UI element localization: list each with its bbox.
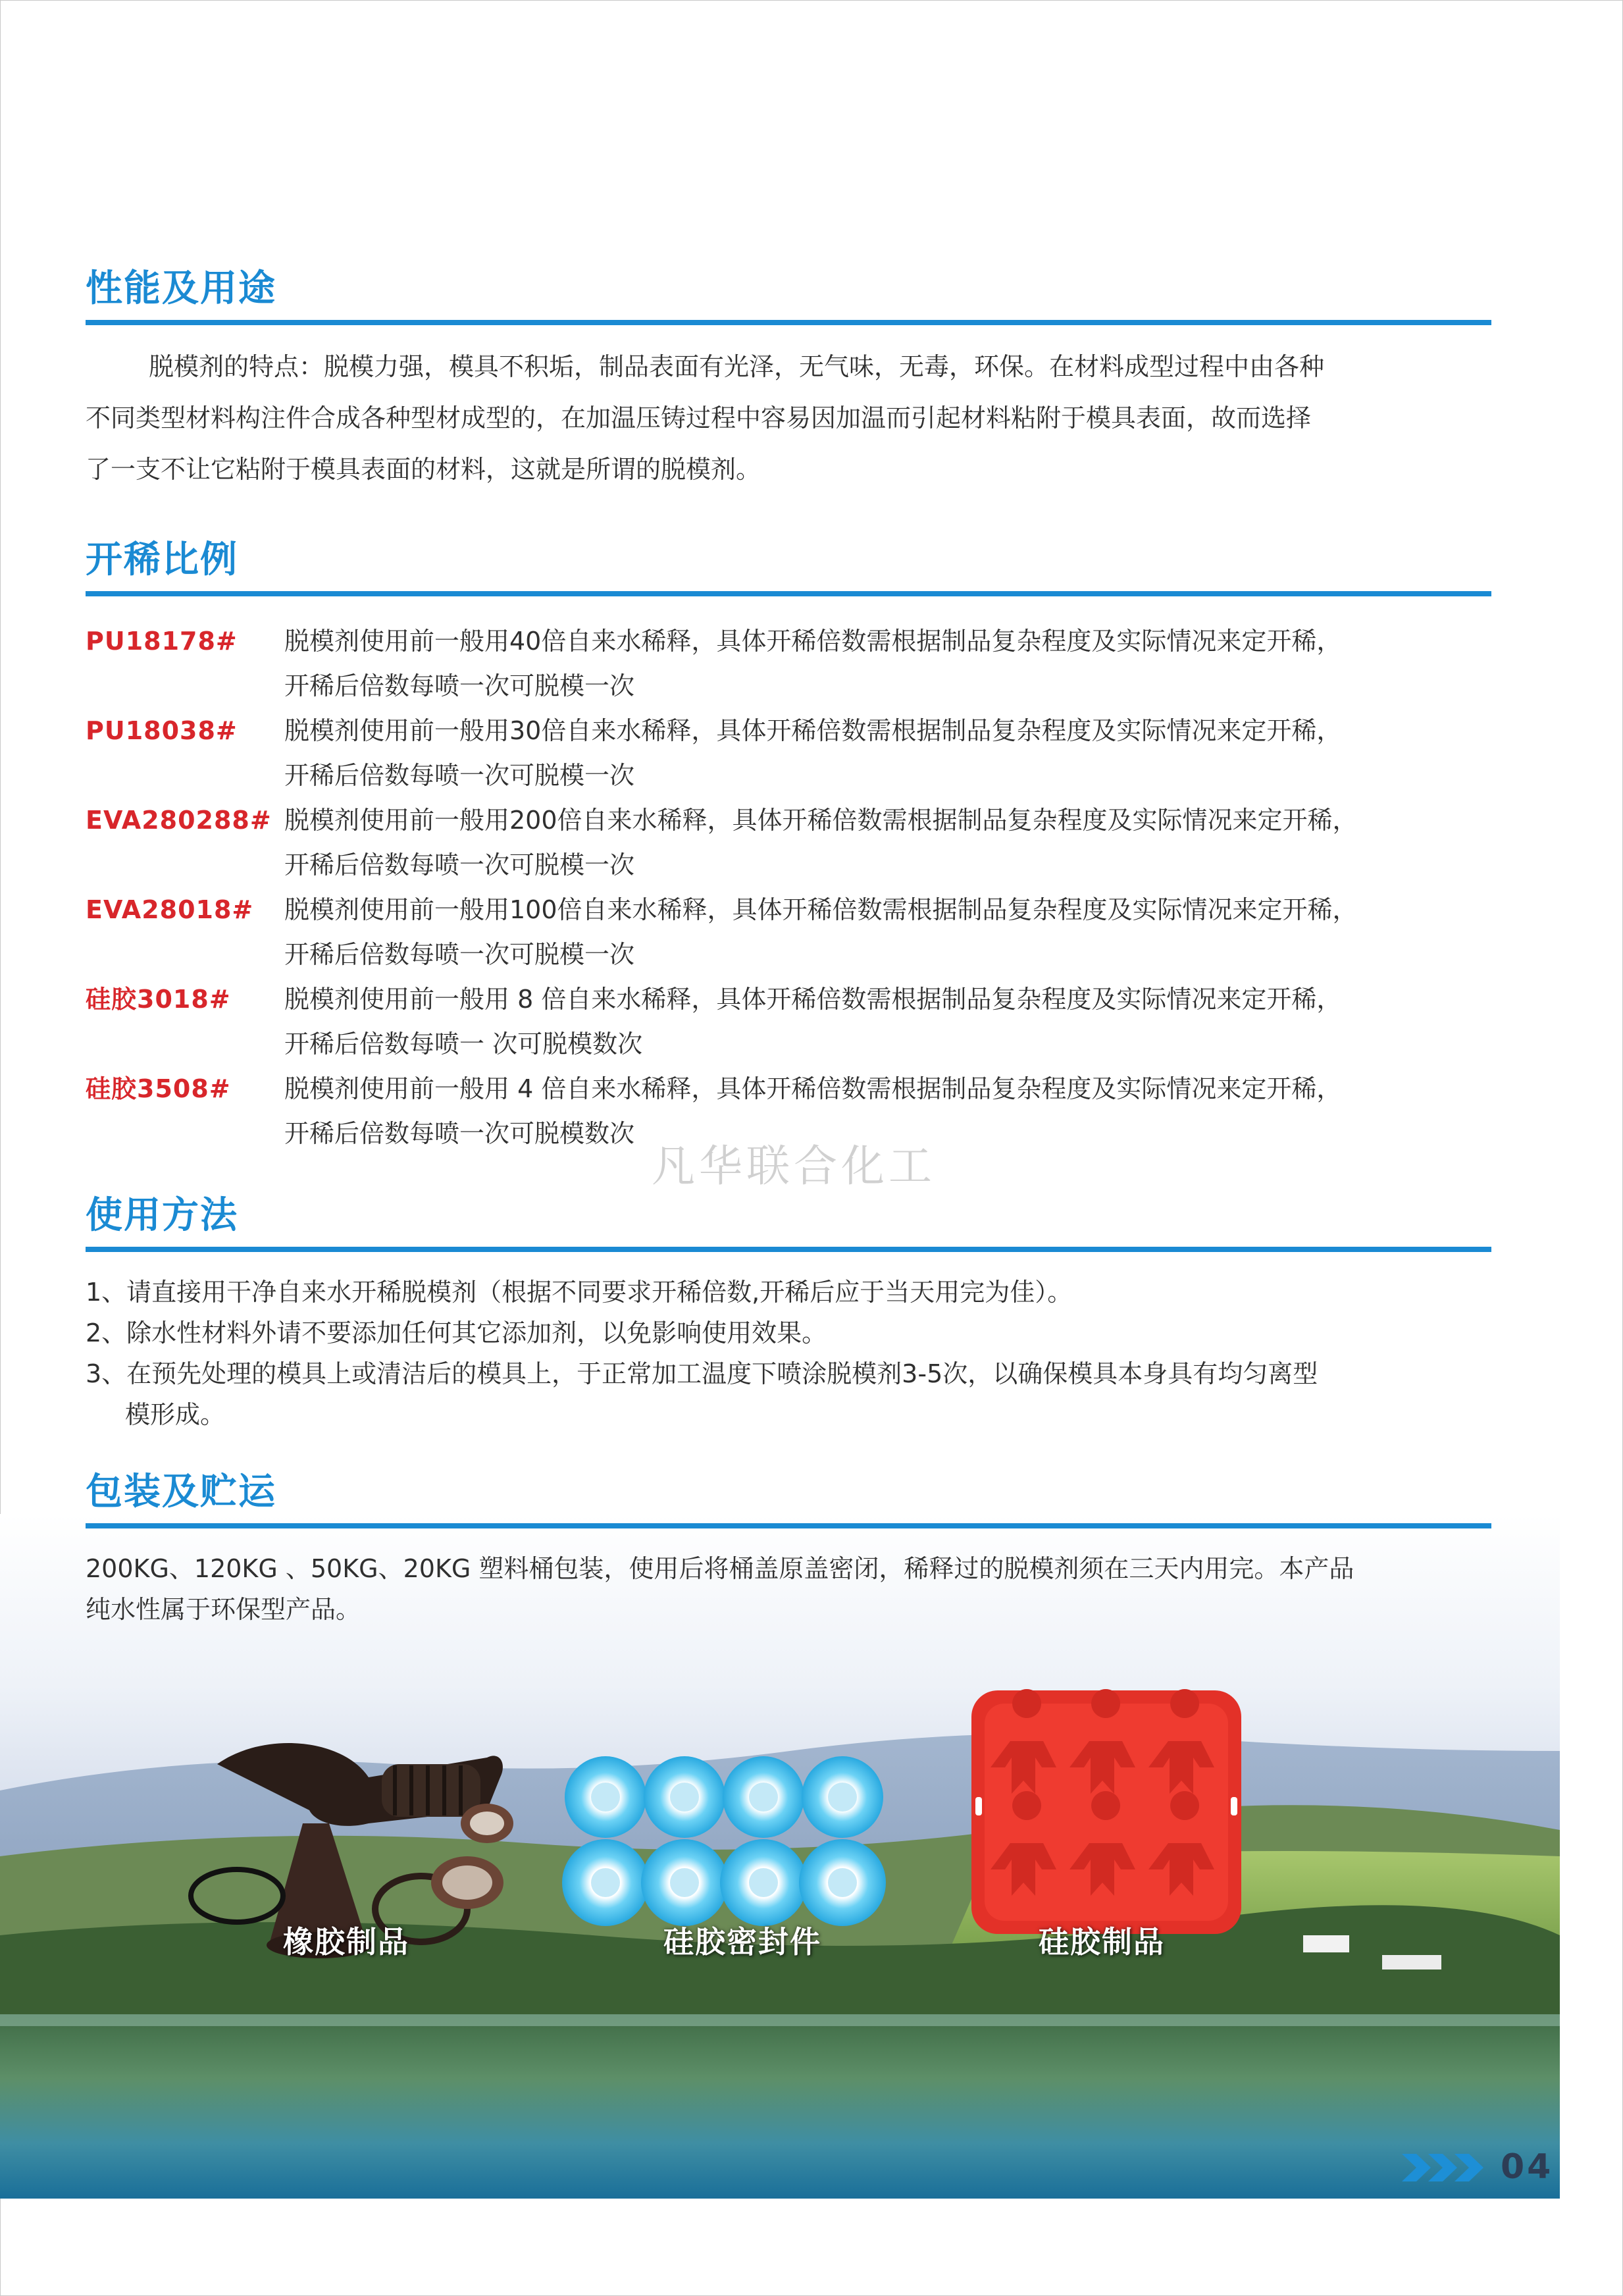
page-number: 04 xyxy=(1501,2147,1554,2187)
section-dilution xyxy=(86,537,1491,1156)
paragraph-line: 纯水性属于环保型产品。 xyxy=(86,1595,361,1624)
paragraph-line: 不同类型材料构注件合成各种型材成型的，在加温压铸过程中容易因加温而引起材料粘附于模具表面，故而选择 xyxy=(86,404,1312,432)
description-line: 开稀后倍数每喷一 次可脱模数次 xyxy=(284,1030,643,1058)
usage-list xyxy=(86,1272,1491,1435)
description-line: 脱模剂使用前一般用 4 倍自来水稀释，具体开稀倍数需根据制品复杂程度及实际情况来定开稀， xyxy=(284,1074,1342,1103)
product-code: PU18178# xyxy=(86,627,238,656)
section-performance xyxy=(86,266,1491,495)
description-line: 脱模剂使用前一般用 8 倍自来水稀释，具体开稀倍数需根据制品复杂程度及实际情况来定开稀， xyxy=(284,985,1342,1014)
dilution-item xyxy=(86,887,1491,977)
dilution-list xyxy=(86,619,1491,1156)
dilution-description xyxy=(284,887,1491,977)
product-label-silicone-seal: 硅胶密封件 xyxy=(663,1924,821,1960)
performance-paragraph xyxy=(86,341,1491,495)
section-title-usage: 使用方法 xyxy=(86,1194,238,1237)
section-title-performance: 性能及用途 xyxy=(86,267,276,310)
description-line: 开稀后倍数每喷一次可脱模一次 xyxy=(284,671,635,700)
packaging-paragraph xyxy=(86,1548,1491,1630)
section-usage xyxy=(86,1193,1491,1435)
usage-step: 3、在预先处理的模具上或清洁后的模具上，于正常加工温度下喷涂脱模剂3-5次，以确保模具本身具有均匀离型 xyxy=(86,1359,1318,1388)
paragraph-line: 200KG、120KG 、50KG、20KG 塑料桶包装，使用后将桶盖原盖密闭，稀释过的脱模剂须在三天内用完。本产品 xyxy=(86,1554,1354,1583)
dilution-description xyxy=(284,708,1491,798)
paragraph-line: 脱模剂的特点：脱模力强，模具不积垢，制品表面有光泽，无气味，无毒，环保。在材料成型过程中由各种 xyxy=(149,352,1325,381)
section-divider xyxy=(86,1523,1491,1528)
section-divider xyxy=(86,1247,1491,1252)
section-title-packaging: 包装及贮运 xyxy=(86,1471,276,1513)
description-line: 脱模剂使用前一般用200倍自来水稀释，具体开稀倍数需根据制品复杂程度及实际情况来定开稀， xyxy=(284,806,1358,835)
section-packaging xyxy=(86,1469,1491,1630)
product-label-silicone: 硅胶制品 xyxy=(1039,1924,1165,1960)
description-line: 开稀后倍数每喷一次可脱模一次 xyxy=(284,940,635,969)
product-code: 硅胶3018# xyxy=(86,985,231,1014)
usage-step: 1、请直接用干净自来水开稀脱模剂（根据不同要求开稀倍数,开稀后应于当天用完为佳）。 xyxy=(86,1278,1073,1307)
product-code: PU18038# xyxy=(86,716,238,745)
product-code: EVA280288# xyxy=(86,806,272,835)
section-divider xyxy=(86,591,1491,596)
dilution-description xyxy=(284,977,1491,1066)
product-code: EVA28018# xyxy=(86,895,254,924)
chevron-right-icon xyxy=(1402,2151,1494,2184)
usage-step: 2、除水性材料外请不要添加任何其它添加剂，以免影响使用效果。 xyxy=(86,1318,827,1347)
description-line: 开稀后倍数每喷一次可脱模数次 xyxy=(284,1119,635,1148)
section-divider xyxy=(86,320,1491,325)
description-line: 开稀后倍数每喷一次可脱模一次 xyxy=(284,761,635,790)
product-code: 硅胶3508# xyxy=(86,1074,231,1103)
watermark-text: 凡华联合化工 xyxy=(652,1141,936,1191)
section-title-dilution: 开稀比例 xyxy=(86,538,238,581)
description-line: 脱模剂使用前一般用100倍自来水稀释，具体开稀倍数需根据制品复杂程度及实际情况来定开稀， xyxy=(284,895,1358,924)
dilution-item xyxy=(86,977,1491,1066)
usage-step-continued: 模形成。 xyxy=(125,1400,226,1429)
description-line: 脱模剂使用前一般用40倍自来水稀释，具体开稀倍数需根据制品复杂程度及实际情况来定开稀， xyxy=(284,627,1342,656)
dilution-description xyxy=(284,619,1491,708)
description-line: 脱模剂使用前一般用30倍自来水稀释，具体开稀倍数需根据制品复杂程度及实际情况来定开稀， xyxy=(284,716,1342,745)
silicone-mold-image xyxy=(971,1689,1241,1934)
dilution-item xyxy=(86,798,1491,887)
paragraph-line: 了一支不让它粘附于模具表面的材料，这就是所谓的脱模剂。 xyxy=(86,455,761,484)
dilution-item xyxy=(86,708,1491,798)
product-label-rubber: 橡胶制品 xyxy=(283,1924,409,1960)
dilution-description xyxy=(284,798,1491,887)
dilution-item xyxy=(86,619,1491,708)
description-line: 开稀后倍数每喷一次可脱模一次 xyxy=(284,850,635,879)
